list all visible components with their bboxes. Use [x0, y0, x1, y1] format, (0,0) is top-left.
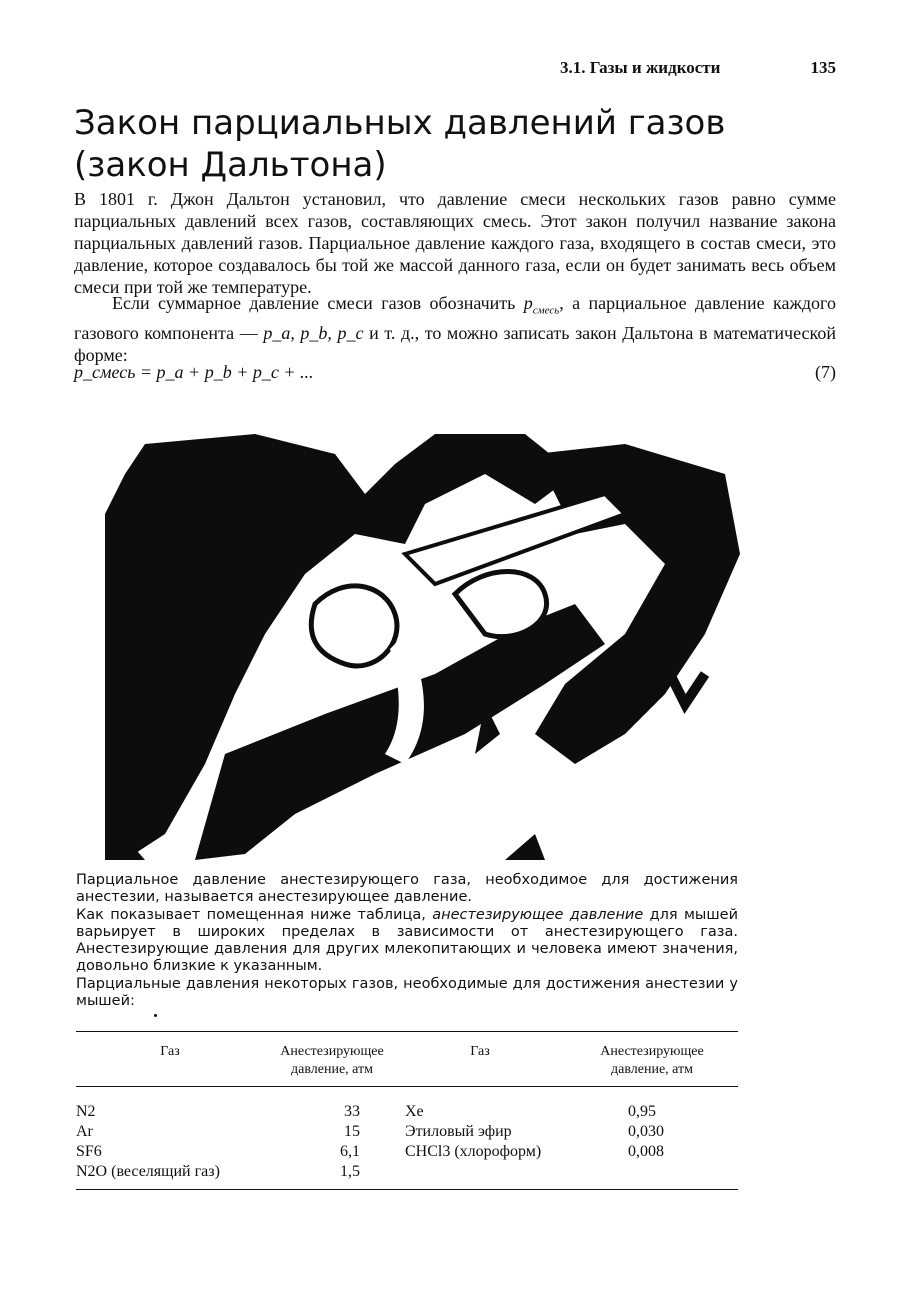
p2-text-b: , а парциальное давление каждого газового компонента —: [74, 293, 836, 343]
caption-table-intro: Парциальные давления некоторых газов, необходимые для достижения анестезии у мышей:: [76, 976, 738, 1009]
p2-vars: p_a, p_b, p_c: [263, 322, 364, 343]
formula-expression: p_смесь = p_a + p_b + p_c + ...: [74, 362, 314, 382]
table-bottom-rule: [76, 1189, 738, 1190]
gas-pressure: 0,95: [628, 1103, 656, 1120]
gas-name: Этиловый эфир: [405, 1123, 512, 1140]
table-dot: [154, 1014, 157, 1017]
title-line-2: (закон Дальтона): [74, 145, 387, 185]
gas-name: Ar: [76, 1123, 93, 1140]
caption-text-a: Как показывает помещенная ниже таблица,: [76, 907, 433, 923]
gas-pressure: 15: [344, 1123, 360, 1140]
p2-var: $p_{смесь}$: [523, 293, 560, 317]
gas-name: N2: [76, 1103, 96, 1120]
page-title: [74, 102, 834, 186]
p2-text-c: и т. д., то можно записать закон Дальтона в математической форме:: [74, 322, 836, 365]
gas-pressure: 33: [344, 1103, 360, 1120]
table-header-rule: [76, 1086, 738, 1087]
formula-number: (7): [815, 362, 836, 382]
table-header-gas-2: Газ: [470, 1044, 490, 1059]
gas-pressure: 0,030: [628, 1123, 664, 1140]
paragraph-dalton-law: В 1801 г. Джон Дальтон установил, что давление смеси нескольких газов равно сумме парциальных давлений всех газов, составляющих смесь. Этот закон получил название закона парциальных давлений газов. Парциальное давление каждого газа, входящего в состав смеси, это давление, которое создавалось бы той же массой данного газа, если он будет занимать весь объем смеси при той же температуре.: [74, 189, 836, 297]
section-title: 3.1. Газы и жидкости: [560, 58, 721, 77]
caption-definition: Парциальное давление анестезирующего газа, необходимое для достижения анестезии, называется анестезирующее давление.: [76, 872, 738, 905]
caption-explanation: [76, 907, 738, 975]
p2-text-a: Если суммарное давление смеси газов обозначить: [112, 293, 524, 313]
table-header-gas-1: Газ: [160, 1044, 180, 1059]
gas-pressure: 1,5: [340, 1163, 360, 1180]
paragraph-formula-intro: [74, 292, 836, 366]
gas-name: CHCl3 (хлороформ): [405, 1143, 542, 1160]
anesthesia-photo: [105, 434, 740, 860]
caption-term: анестезирующее давление: [432, 907, 644, 923]
gas-pressure: 6,1: [340, 1143, 360, 1160]
caption-text-b: для мышей варьирует в широких пределах в зависимости от анестезирующего газа. Анестезирующие давления для других млекопитающих и человека имеют значения, довольно близкие к указанным.: [76, 907, 738, 974]
table-header-pressure-2: Анестезирующее давление, атм: [600, 1044, 704, 1077]
gas-pressure: 0,008: [628, 1143, 664, 1160]
table-top-rule: [76, 1031, 738, 1032]
dalton-formula: [74, 362, 836, 383]
page-number: 135: [810, 58, 836, 77]
title-line-1: Закон парциальных давлений газов: [74, 103, 726, 143]
gas-name: SF6: [76, 1143, 102, 1160]
photo-icon: [105, 434, 740, 860]
running-head: [560, 58, 836, 78]
gas-name: Xe: [405, 1103, 424, 1120]
gas-name: N2O (веселящий газ): [76, 1163, 220, 1180]
table-header-pressure-1: Анестезирующее давление, атм: [280, 1044, 384, 1077]
